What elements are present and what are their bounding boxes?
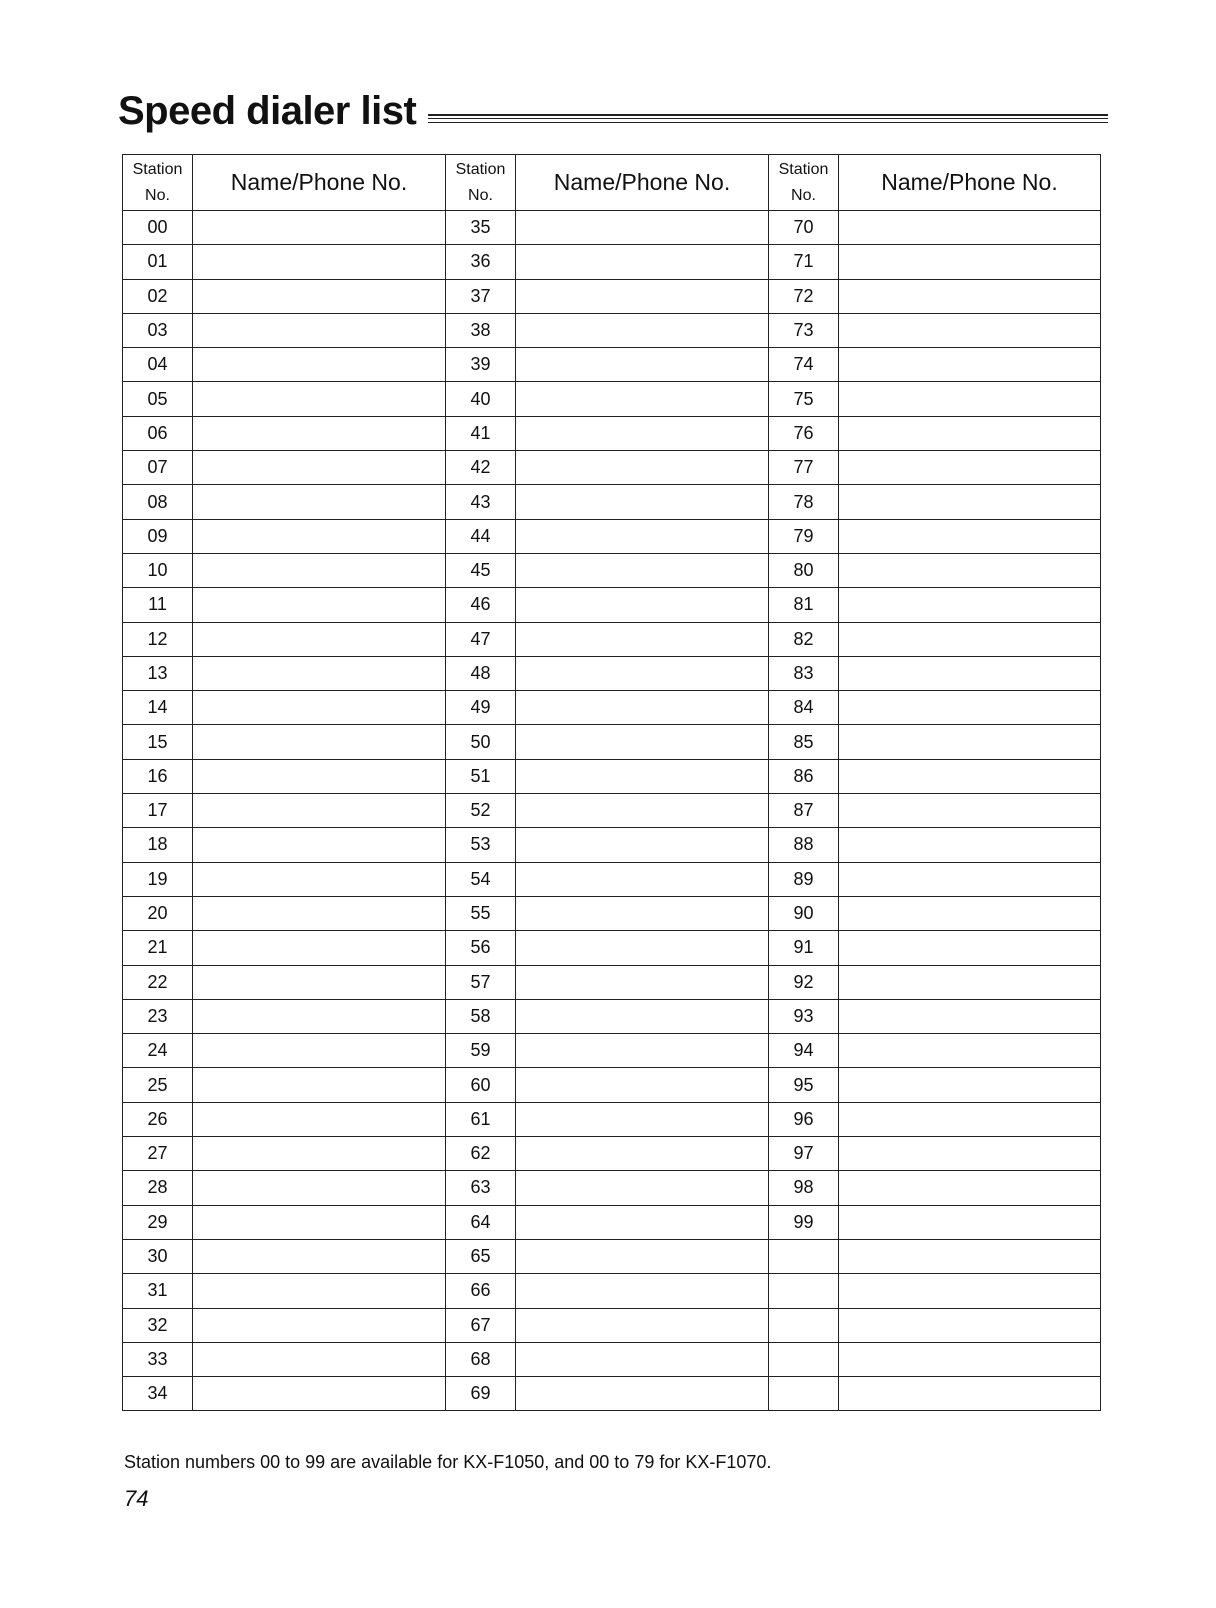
- table-row: [123, 691, 1101, 725]
- name-phone-cell[interactable]: [193, 1239, 446, 1273]
- name-phone-cell[interactable]: [193, 1034, 446, 1068]
- table-row: [123, 245, 1101, 279]
- name-phone-cell[interactable]: [839, 211, 1101, 245]
- name-phone-cell[interactable]: [516, 519, 769, 553]
- station-number-cell: 29: [123, 1205, 193, 1239]
- name-phone-cell[interactable]: [193, 656, 446, 690]
- station-number-cell: 15: [123, 725, 193, 759]
- table-row: [123, 622, 1101, 656]
- name-phone-cell[interactable]: [516, 553, 769, 587]
- station-no-header: [123, 155, 193, 211]
- name-phone-cell[interactable]: [516, 1205, 769, 1239]
- name-phone-cell[interactable]: [839, 828, 1101, 862]
- name-phone-cell[interactable]: [516, 1377, 769, 1411]
- name-phone-cell[interactable]: [516, 965, 769, 999]
- table-row: [123, 725, 1101, 759]
- table-row: [123, 931, 1101, 965]
- station-number-cell: 79: [769, 519, 839, 553]
- page-title-row: [118, 86, 1108, 136]
- station-number-cell: 69: [446, 1377, 516, 1411]
- name-phone-cell[interactable]: [193, 1205, 446, 1239]
- name-phone-cell[interactable]: [193, 416, 446, 450]
- name-phone-cell[interactable]: [516, 348, 769, 382]
- name-phone-cell[interactable]: [193, 382, 446, 416]
- table-row: [123, 794, 1101, 828]
- name-phone-cell[interactable]: [193, 794, 446, 828]
- name-phone-cell[interactable]: [516, 1102, 769, 1136]
- station-number-cell: 25: [123, 1068, 193, 1102]
- station-number-cell: 26: [123, 1102, 193, 1136]
- name-phone-header: Name/Phone No.: [193, 155, 446, 211]
- name-phone-cell[interactable]: [839, 965, 1101, 999]
- name-phone-cell[interactable]: [839, 313, 1101, 347]
- station-number-cell: 37: [446, 279, 516, 313]
- title-rule: [428, 118, 1108, 119]
- table-row: [123, 1102, 1101, 1136]
- table-row: [123, 348, 1101, 382]
- station-number-cell: 63: [446, 1171, 516, 1205]
- name-phone-cell[interactable]: [516, 759, 769, 793]
- station-no-header: [769, 155, 839, 211]
- station-number-cell: 48: [446, 656, 516, 690]
- table-row: [123, 451, 1101, 485]
- station-number-cell: 05: [123, 382, 193, 416]
- station-number-cell: 87: [769, 794, 839, 828]
- name-phone-cell[interactable]: [516, 691, 769, 725]
- table-row: [123, 862, 1101, 896]
- name-phone-cell[interactable]: [516, 588, 769, 622]
- name-phone-cell[interactable]: [193, 348, 446, 382]
- name-phone-header: Name/Phone No.: [516, 155, 769, 211]
- name-phone-cell[interactable]: [193, 588, 446, 622]
- name-phone-cell[interactable]: [516, 862, 769, 896]
- station-number-cell: 91: [769, 931, 839, 965]
- station-number-cell: 34: [123, 1377, 193, 1411]
- name-phone-cell[interactable]: [839, 1137, 1101, 1171]
- table-row: [123, 211, 1101, 245]
- table-row: [123, 588, 1101, 622]
- station-number-cell: 95: [769, 1068, 839, 1102]
- station-number-cell: [769, 1308, 839, 1342]
- table-header-row: [123, 155, 1101, 211]
- name-phone-cell[interactable]: [839, 348, 1101, 382]
- name-phone-cell[interactable]: [516, 382, 769, 416]
- name-phone-header: Name/Phone No.: [839, 155, 1101, 211]
- name-phone-cell[interactable]: [839, 451, 1101, 485]
- station-header-line2: No.: [145, 186, 170, 204]
- station-number-cell: 56: [446, 931, 516, 965]
- name-phone-cell[interactable]: [193, 1137, 446, 1171]
- table-row: [123, 1171, 1101, 1205]
- name-phone-cell[interactable]: [516, 416, 769, 450]
- name-phone-cell[interactable]: [516, 622, 769, 656]
- name-phone-cell[interactable]: [839, 896, 1101, 930]
- name-phone-cell[interactable]: [516, 279, 769, 313]
- table-row: [123, 1068, 1101, 1102]
- station-number-cell: 32: [123, 1308, 193, 1342]
- station-number-cell: 78: [769, 485, 839, 519]
- station-number-cell: 14: [123, 691, 193, 725]
- station-number-cell: 74: [769, 348, 839, 382]
- name-phone-cell[interactable]: [516, 896, 769, 930]
- station-number-cell: 42: [446, 451, 516, 485]
- name-phone-cell[interactable]: [516, 1239, 769, 1273]
- footnote: Station numbers 00 to 99 are available for KX-F1050, and 00 to 79 for KX-F1070.: [124, 1452, 772, 1472]
- station-number-cell: 23: [123, 999, 193, 1033]
- station-number-cell: 57: [446, 965, 516, 999]
- station-number-cell: 54: [446, 862, 516, 896]
- name-phone-cell[interactable]: [193, 931, 446, 965]
- station-number-cell: 71: [769, 245, 839, 279]
- station-number-cell: 60: [446, 1068, 516, 1102]
- name-phone-cell[interactable]: [516, 313, 769, 347]
- name-phone-cell[interactable]: [839, 382, 1101, 416]
- station-number-cell: 30: [123, 1239, 193, 1273]
- speed-dialer-table: [122, 154, 1101, 1411]
- name-phone-cell[interactable]: [193, 1068, 446, 1102]
- station-number-cell: 61: [446, 1102, 516, 1136]
- station-number-cell: 88: [769, 828, 839, 862]
- name-phone-cell[interactable]: [839, 759, 1101, 793]
- station-number-cell: 11: [123, 588, 193, 622]
- station-number-cell: 51: [446, 759, 516, 793]
- table-row: [123, 1034, 1101, 1068]
- station-number-cell: 98: [769, 1171, 839, 1205]
- name-phone-cell[interactable]: [839, 794, 1101, 828]
- name-phone-cell[interactable]: [193, 622, 446, 656]
- name-phone-cell[interactable]: [516, 1274, 769, 1308]
- name-phone-cell[interactable]: [839, 1274, 1101, 1308]
- station-header-line2: No.: [468, 186, 493, 204]
- page-title: Speed dialer list: [118, 89, 417, 133]
- station-number-cell: 01: [123, 245, 193, 279]
- name-phone-cell[interactable]: [193, 211, 446, 245]
- station-number-cell: 07: [123, 451, 193, 485]
- station-number-cell: 04: [123, 348, 193, 382]
- station-number-cell: 35: [446, 211, 516, 245]
- station-header-line1: Station: [132, 160, 183, 178]
- station-number-cell: 58: [446, 999, 516, 1033]
- table-row: [123, 1377, 1101, 1411]
- station-number-cell: 68: [446, 1342, 516, 1376]
- name-phone-cell[interactable]: [193, 553, 446, 587]
- name-phone-cell[interactable]: [193, 896, 446, 930]
- station-number-cell: 27: [123, 1137, 193, 1171]
- name-phone-cell[interactable]: [839, 725, 1101, 759]
- station-number-cell: 72: [769, 279, 839, 313]
- station-number-cell: [769, 1377, 839, 1411]
- name-phone-cell[interactable]: [839, 553, 1101, 587]
- station-number-cell: 39: [446, 348, 516, 382]
- name-phone-cell[interactable]: [516, 1171, 769, 1205]
- station-number-cell: 82: [769, 622, 839, 656]
- name-phone-cell[interactable]: [839, 1377, 1101, 1411]
- name-phone-cell[interactable]: [516, 725, 769, 759]
- station-number-cell: 62: [446, 1137, 516, 1171]
- table-row: [123, 656, 1101, 690]
- name-phone-cell[interactable]: [193, 965, 446, 999]
- name-phone-cell[interactable]: [516, 211, 769, 245]
- station-number-cell: 94: [769, 1034, 839, 1068]
- station-number-cell: 40: [446, 382, 516, 416]
- station-number-cell: [769, 1274, 839, 1308]
- station-header-line1: Station: [455, 160, 506, 178]
- station-number-cell: 17: [123, 794, 193, 828]
- station-number-cell: 41: [446, 416, 516, 450]
- station-number-cell: 96: [769, 1102, 839, 1136]
- name-phone-cell[interactable]: [516, 245, 769, 279]
- station-number-cell: 28: [123, 1171, 193, 1205]
- name-phone-cell[interactable]: [516, 656, 769, 690]
- name-phone-cell[interactable]: [516, 794, 769, 828]
- table-row: [123, 485, 1101, 519]
- station-number-cell: 84: [769, 691, 839, 725]
- station-number-cell: 10: [123, 553, 193, 587]
- station-number-cell: 90: [769, 896, 839, 930]
- station-number-cell: 24: [123, 1034, 193, 1068]
- station-number-cell: 77: [769, 451, 839, 485]
- name-phone-cell[interactable]: [193, 1274, 446, 1308]
- station-number-cell: 66: [446, 1274, 516, 1308]
- name-phone-cell[interactable]: [839, 1342, 1101, 1376]
- name-phone-cell[interactable]: [516, 828, 769, 862]
- station-number-cell: 38: [446, 313, 516, 347]
- station-number-cell: 20: [123, 896, 193, 930]
- name-phone-cell[interactable]: [193, 451, 446, 485]
- name-phone-cell[interactable]: [193, 519, 446, 553]
- station-number-cell: 09: [123, 519, 193, 553]
- station-number-cell: 21: [123, 931, 193, 965]
- name-phone-cell[interactable]: [193, 999, 446, 1033]
- station-number-cell: 16: [123, 759, 193, 793]
- table-row: [123, 759, 1101, 793]
- station-number-cell: 03: [123, 313, 193, 347]
- name-phone-cell[interactable]: [193, 1342, 446, 1376]
- name-phone-cell[interactable]: [839, 862, 1101, 896]
- station-number-cell: 13: [123, 656, 193, 690]
- table-row: [123, 279, 1101, 313]
- table-row: [123, 519, 1101, 553]
- table-row: [123, 999, 1101, 1033]
- station-number-cell: 08: [123, 485, 193, 519]
- name-phone-cell[interactable]: [516, 485, 769, 519]
- name-phone-cell[interactable]: [193, 759, 446, 793]
- name-phone-cell[interactable]: [193, 691, 446, 725]
- station-number-cell: 86: [769, 759, 839, 793]
- name-phone-cell[interactable]: [839, 1068, 1101, 1102]
- station-number-cell: 70: [769, 211, 839, 245]
- station-number-cell: 49: [446, 691, 516, 725]
- station-number-cell: 67: [446, 1308, 516, 1342]
- name-phone-cell[interactable]: [839, 485, 1101, 519]
- name-phone-cell[interactable]: [516, 1034, 769, 1068]
- name-phone-cell[interactable]: [516, 931, 769, 965]
- name-phone-cell[interactable]: [193, 1171, 446, 1205]
- title-rule: [428, 114, 1108, 116]
- name-phone-cell[interactable]: [516, 1342, 769, 1376]
- station-header-line1: Station: [778, 160, 829, 178]
- station-number-cell: 97: [769, 1137, 839, 1171]
- station-number-cell: 36: [446, 245, 516, 279]
- name-phone-cell[interactable]: [839, 656, 1101, 690]
- name-phone-cell[interactable]: [193, 1377, 446, 1411]
- name-phone-cell[interactable]: [839, 1239, 1101, 1273]
- name-phone-cell[interactable]: [839, 691, 1101, 725]
- station-number-cell: 47: [446, 622, 516, 656]
- station-number-cell: 53: [446, 828, 516, 862]
- station-number-cell: 18: [123, 828, 193, 862]
- table-row: [123, 1137, 1101, 1171]
- station-number-cell: 45: [446, 553, 516, 587]
- name-phone-cell[interactable]: [839, 588, 1101, 622]
- station-number-cell: 80: [769, 553, 839, 587]
- station-number-cell: 92: [769, 965, 839, 999]
- name-phone-cell[interactable]: [516, 451, 769, 485]
- name-phone-cell[interactable]: [516, 1308, 769, 1342]
- name-phone-cell[interactable]: [516, 1068, 769, 1102]
- name-phone-cell[interactable]: [193, 1308, 446, 1342]
- name-phone-cell[interactable]: [839, 519, 1101, 553]
- table-row: [123, 416, 1101, 450]
- station-number-cell: 22: [123, 965, 193, 999]
- station-number-cell: 73: [769, 313, 839, 347]
- table-row: [123, 1239, 1101, 1273]
- station-number-cell: 81: [769, 588, 839, 622]
- name-phone-cell[interactable]: [839, 1171, 1101, 1205]
- name-phone-cell[interactable]: [193, 862, 446, 896]
- station-number-cell: 89: [769, 862, 839, 896]
- station-number-cell: 83: [769, 656, 839, 690]
- name-phone-cell[interactable]: [839, 1034, 1101, 1068]
- station-number-cell: 02: [123, 279, 193, 313]
- station-number-cell: 31: [123, 1274, 193, 1308]
- name-phone-cell[interactable]: [193, 828, 446, 862]
- table-row: [123, 1308, 1101, 1342]
- table-row: [123, 382, 1101, 416]
- station-number-cell: 75: [769, 382, 839, 416]
- name-phone-cell[interactable]: [839, 1205, 1101, 1239]
- station-number-cell: [769, 1239, 839, 1273]
- station-number-cell: 64: [446, 1205, 516, 1239]
- station-number-cell: 76: [769, 416, 839, 450]
- name-phone-cell[interactable]: [516, 999, 769, 1033]
- station-number-cell: 85: [769, 725, 839, 759]
- name-phone-cell[interactable]: [193, 1102, 446, 1136]
- name-phone-cell[interactable]: [193, 485, 446, 519]
- name-phone-cell[interactable]: [193, 245, 446, 279]
- station-header-line2: No.: [791, 186, 816, 204]
- page-number: 74: [124, 1486, 149, 1511]
- station-number-cell: 33: [123, 1342, 193, 1376]
- name-phone-cell[interactable]: [193, 725, 446, 759]
- station-number-cell: 00: [123, 211, 193, 245]
- station-number-cell: 43: [446, 485, 516, 519]
- name-phone-cell[interactable]: [839, 622, 1101, 656]
- table-row: [123, 1205, 1101, 1239]
- station-number-cell: 52: [446, 794, 516, 828]
- name-phone-cell[interactable]: [516, 1137, 769, 1171]
- name-phone-cell[interactable]: [193, 279, 446, 313]
- name-phone-cell[interactable]: [839, 245, 1101, 279]
- table-row: [123, 313, 1101, 347]
- table-row: [123, 965, 1101, 999]
- station-number-cell: 93: [769, 999, 839, 1033]
- station-no-header: [446, 155, 516, 211]
- name-phone-cell[interactable]: [839, 416, 1101, 450]
- station-number-cell: 50: [446, 725, 516, 759]
- station-number-cell: 44: [446, 519, 516, 553]
- station-number-cell: 99: [769, 1205, 839, 1239]
- station-number-cell: 19: [123, 862, 193, 896]
- table-body: [123, 211, 1101, 1411]
- station-number-cell: [769, 1342, 839, 1376]
- title-rule: [428, 122, 1108, 123]
- table-row: [123, 828, 1101, 862]
- table-row: [123, 1274, 1101, 1308]
- station-number-cell: 65: [446, 1239, 516, 1273]
- station-number-cell: 46: [446, 588, 516, 622]
- name-phone-cell[interactable]: [839, 279, 1101, 313]
- name-phone-cell[interactable]: [193, 313, 446, 347]
- station-number-cell: 06: [123, 416, 193, 450]
- station-number-cell: 12: [123, 622, 193, 656]
- station-number-cell: 59: [446, 1034, 516, 1068]
- name-phone-cell[interactable]: [839, 999, 1101, 1033]
- station-number-cell: 55: [446, 896, 516, 930]
- table-row: [123, 896, 1101, 930]
- table-row: [123, 553, 1101, 587]
- name-phone-cell[interactable]: [839, 1102, 1101, 1136]
- name-phone-cell[interactable]: [839, 1308, 1101, 1342]
- table-row: [123, 1342, 1101, 1376]
- name-phone-cell[interactable]: [839, 931, 1101, 965]
